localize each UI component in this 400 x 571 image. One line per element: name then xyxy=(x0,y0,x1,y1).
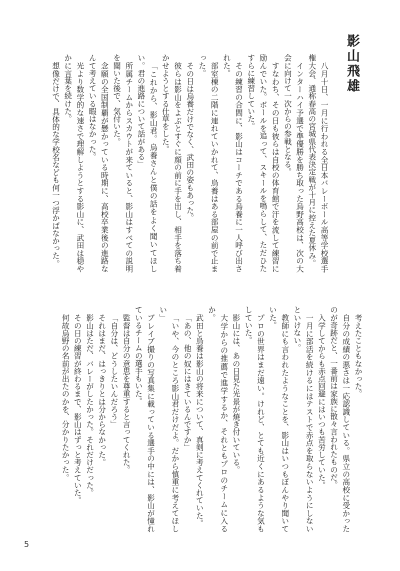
paragraph: その日の練習が終わるまで、影山はずっと考えていた。 xyxy=(73,313,83,504)
paragraph: 一月に部活を続けるにはテストで赤点を取らないようにしないといけない。 xyxy=(292,306,315,532)
paragraph: ブレイブ撮りの写真集に載っている選手の中には、影山が憧れているチームの選手もいた。 xyxy=(134,306,156,532)
paragraph: 影山はただ、バレーがしたかった。それだけだった。 xyxy=(85,313,95,496)
paragraph: 「自分は、どうしたいんだろう」 xyxy=(109,313,119,428)
paragraph: 「いや、今のところ影山君だけだよ。だから慎重に考えてほしい」 xyxy=(158,306,180,532)
paragraph: 「あの、他の奴にはきているんですか」 xyxy=(183,313,193,451)
paragraph: 所属チームからスカウトが来ていると、影山はすべての説明を聞いた後で、気付いた。 xyxy=(112,54,134,272)
paragraph: 大学からの推薦で進学するか、それともプロのチームに入るか。 xyxy=(207,306,229,532)
paragraph: その練習の合間に、影山はコーチである烏養に一人呼び出された。 xyxy=(222,54,244,272)
paragraph: 考えたこともなかった。 xyxy=(354,313,363,398)
paragraph: すなわち、その日も彼らは自校の体育館で汗を流して練習に励んでいた。ボールを追って、スキールを鳴らして、ただひたすらに練習していた。 xyxy=(246,54,281,272)
paragraph: 彼らは影山をよぶとすぐに顔の前に手を出し、相手を落ち着かせようとする仕草をした。 xyxy=(161,54,183,272)
paragraph: 部室棟の二階に連れていかれて、烏養はある部屋の前で止まった。 xyxy=(197,54,220,272)
paragraph: プロの世界はまだ遠い。けれど、とても近くにあるような気もしていた。 xyxy=(244,306,266,532)
paragraph: 八月十日、一月に行われる全日本バレーボール高等学校選手権大会、通称春高の宮城県代表決定戦が十月に控えた夏休み。 xyxy=(307,54,329,272)
paragraph: 自分の成績の悪さは一応認識している。県立の高校に受かったのが奇跡だと、一番前は家族に散々言われたものだ。 xyxy=(329,306,351,532)
paragraph: その日は烏養だけでなく、武田の姿もあった。 xyxy=(185,61,195,222)
paragraph: インターハイ予選で準優勝を勝ち取った烏野高校は、次の大会に向けて一次からの参戦となる。 xyxy=(283,54,305,272)
lower-text-block xyxy=(32,306,364,532)
paragraph: 教師にも言われたようなことを、影山はいつもぼんやり聞いていた。 xyxy=(268,306,290,532)
paragraph: 「これから、影山君。烏養さんと僕の話をよく聞いてほしい。君の進路について話がある」 xyxy=(136,54,159,272)
upper-text-block xyxy=(51,54,330,272)
paragraph: 念願の全国制覇が懸かっている時期に、高校卒業後の進路なんて考えている暇はなかった。 xyxy=(88,54,110,272)
paragraph: 監督は自分の意思を尊重すると言ってくれた。 xyxy=(122,313,132,474)
chapter-title: 影山飛雄 xyxy=(344,34,359,94)
paragraph: 光より数学的な速さで理解しようとする影山に、武田は穏やかに言葉を続けた。 xyxy=(63,54,85,272)
paragraph: 影山には、あの日見た光景が焼き付いている。 xyxy=(231,313,241,474)
paragraph: 想像だけで、具体的な学校名なども何一つ浮かばなかった。 xyxy=(51,61,61,267)
paragraph: 何故烏野の名前が出たのかを、分かりたかった。 xyxy=(61,313,71,481)
paragraph: 武田と烏養は影山の将来について、真剣に考えてくれていた。 xyxy=(195,313,205,527)
paragraph: 入学してからも赤点回避にはいつも苦労していた。 xyxy=(317,313,327,489)
page-number: 5 xyxy=(24,540,30,549)
paragraph: それはまだ、はっきりとは分からなかった。 xyxy=(97,313,107,466)
